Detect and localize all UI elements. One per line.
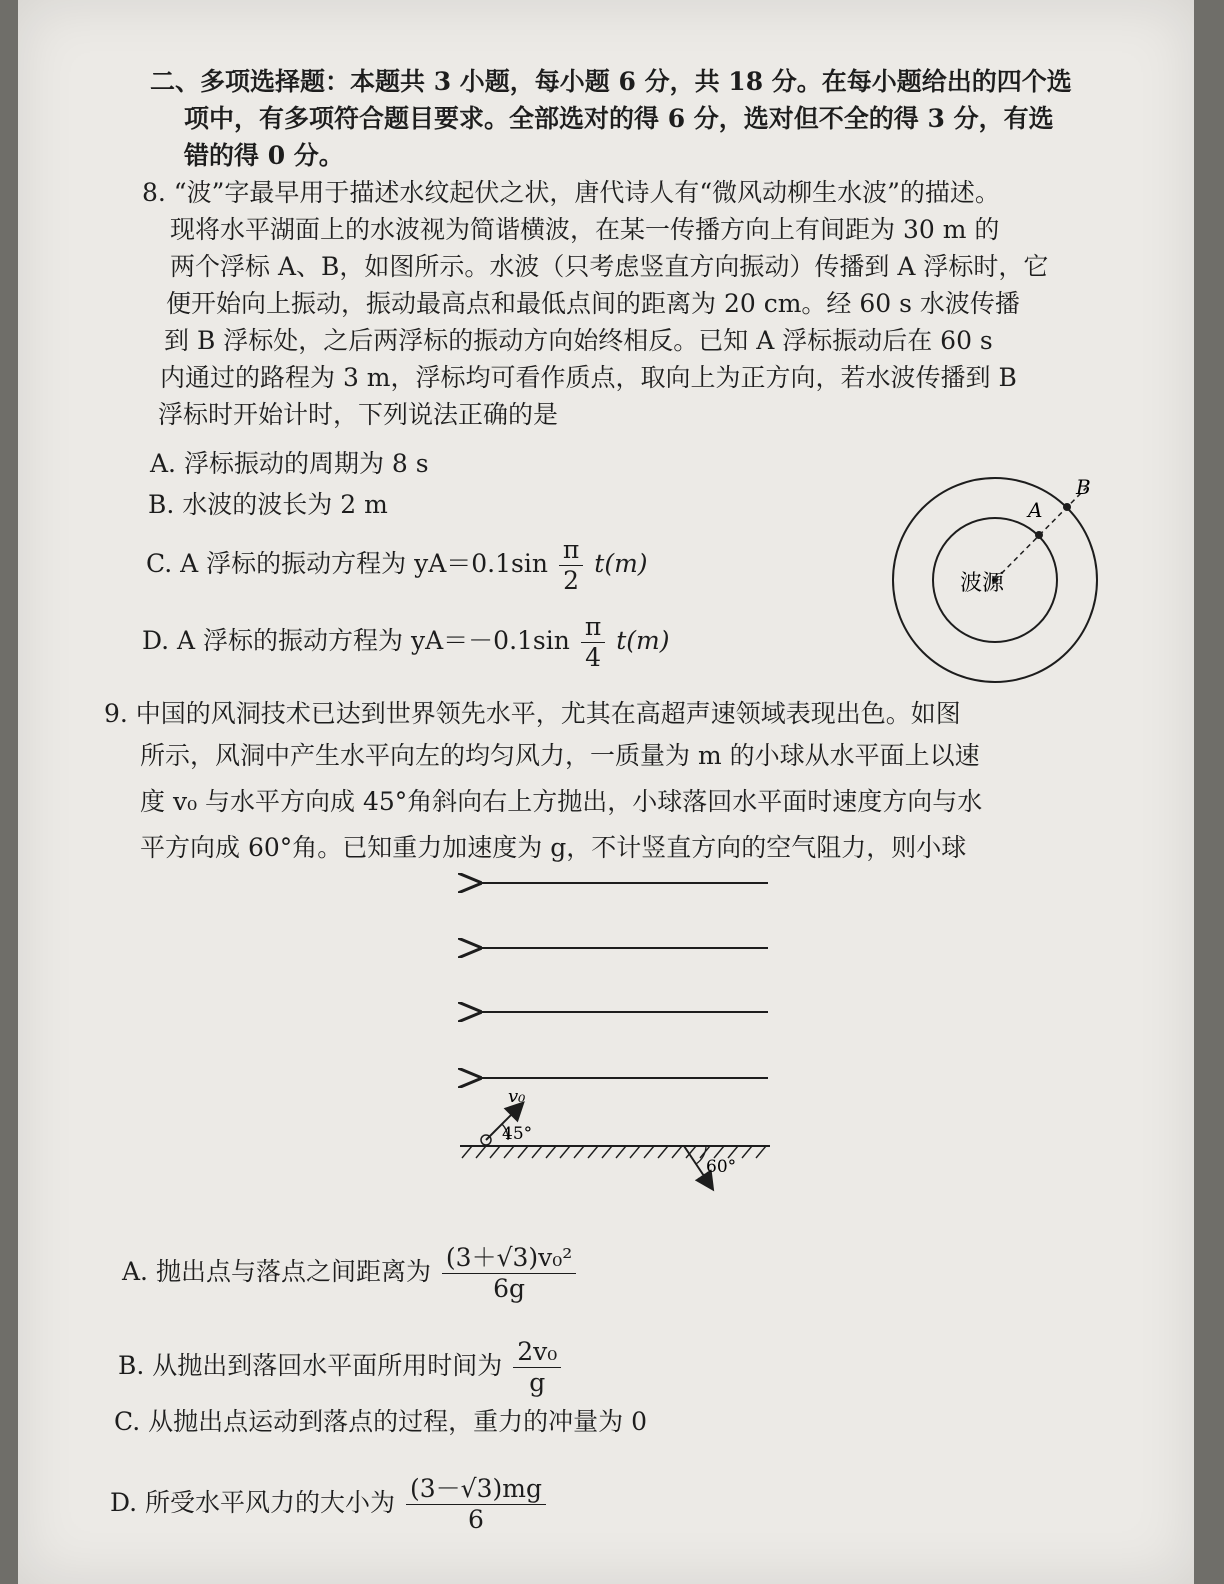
angle-60-label: 60°	[706, 1157, 737, 1177]
fraction-denominator: 6	[468, 1505, 484, 1534]
q9-option-d	[110, 1474, 549, 1535]
q8-option-d-fraction	[581, 612, 605, 673]
fraction-numerator: (3＋√3)v₀²	[442, 1243, 576, 1274]
q8-wave-figure	[860, 470, 1110, 695]
q8-option-d-text: D. A 浮标的振动方程为 yA＝－0.1sin	[142, 626, 570, 655]
buoy-b-label: B	[1076, 475, 1091, 499]
q8-option-b: B. 水波的波长为 2 m	[148, 490, 388, 519]
wave-source-label: 波源	[960, 571, 1005, 596]
fraction-denominator: 2	[563, 566, 580, 595]
q9-option-b-fraction	[513, 1337, 561, 1398]
buoy-a-dot	[1035, 531, 1043, 539]
fraction-denominator: g	[529, 1368, 546, 1397]
q9-line: 所示，风洞中产生水平向左的均匀风力，一质量为 m 的小球从水平面上以速	[140, 741, 980, 770]
q8-line: 到 B 浮标处，之后两浮标的振动方向始终相反。已知 A 浮标振动后在 60 s	[164, 326, 993, 355]
q9-option-d-fraction	[406, 1474, 546, 1535]
q8-line: 8. “波”字最早用于描述水纹起伏之状，唐代诗人有“微风动柳生水波”的描述。	[142, 178, 1000, 207]
q8-option-d	[142, 612, 669, 673]
q9-option-c: C. 从抛出点运动到落点的过程，重力的冲量为 0	[114, 1407, 647, 1436]
q9-option-d-text: D. 所受水平风力的大小为	[110, 1488, 396, 1517]
fraction-numerator: 2v₀	[513, 1337, 561, 1368]
q8-option-a: A. 浮标振动的周期为 8 s	[150, 449, 429, 478]
buoy-a-label: A	[1028, 498, 1043, 522]
q8-option-c	[146, 535, 648, 596]
q8-option-c-suffix: t(m)	[594, 549, 648, 578]
v0-label: v₀	[508, 1086, 526, 1107]
angle-arc-60	[696, 1146, 706, 1164]
section-heading-line-1: 二、多项选择题：本题共 3 小题，每小题 6 分，共 18 分。在每小题给出的四个选	[150, 67, 1072, 96]
q9-option-b	[118, 1337, 564, 1398]
q9-option-a-text: A. 抛出点与落点之间距离为	[122, 1257, 431, 1286]
fraction-numerator: π	[581, 612, 605, 643]
q9-line: 9. 中国的风洞技术已达到世界领先水平，尤其在高超声速领域表现出色。如图	[104, 699, 961, 728]
q8-line: 现将水平湖面上的水波视为简谐横波，在某一传播方向上有间距为 30 m 的	[170, 215, 1000, 244]
q8-option-c-fraction	[559, 535, 583, 596]
buoy-b-dot	[1063, 503, 1071, 511]
q8-line: 内通过的路程为 3 m，浮标均可看作质点，取向上为正方向，若水波传播到 B	[160, 363, 1017, 392]
section-heading-line-2: 项中，有多项符合题目要求。全部选对的得 6 分，选对但不全的得 3 分，有选	[184, 104, 1054, 133]
section-heading-line-3: 错的得 0 分。	[184, 141, 344, 170]
q9-option-a-fraction	[442, 1243, 576, 1304]
q8-option-d-suffix: t(m)	[616, 626, 670, 655]
q9-option-a	[122, 1243, 579, 1304]
fraction-denominator: 6g	[493, 1274, 526, 1303]
q8-option-c-text: C. A 浮标的振动方程为 yA＝0.1sin	[146, 549, 548, 578]
q8-line: 两个浮标 A、B，如图所示。水波（只考虑竖直方向振动）传播到 A 浮标时，它	[170, 252, 1049, 281]
angle-45-label: 45°	[502, 1124, 533, 1144]
q9-line: 度 v₀ 与水平方向成 45°角斜向右上方抛出，小球落回水平面时速度方向与水	[140, 787, 983, 816]
q9-wind-tunnel-figure	[450, 860, 780, 1200]
q9-option-b-text: B. 从抛出到落回水平面所用时间为	[118, 1351, 503, 1380]
fraction-numerator: (3－√3)mg	[406, 1474, 546, 1505]
q8-line: 便开始向上振动，振动最高点和最低点间的距离为 20 cm。经 60 s 水波传播	[166, 289, 1020, 318]
fraction-denominator: 4	[585, 643, 601, 672]
q8-line: 浮标时开始计时，下列说法正确的是	[158, 400, 559, 429]
q9-line: 平方向成 60°角。已知重力加速度为 g，不计竖直方向的空气阻力，则小球	[140, 833, 967, 862]
fraction-numerator: π	[559, 535, 583, 566]
